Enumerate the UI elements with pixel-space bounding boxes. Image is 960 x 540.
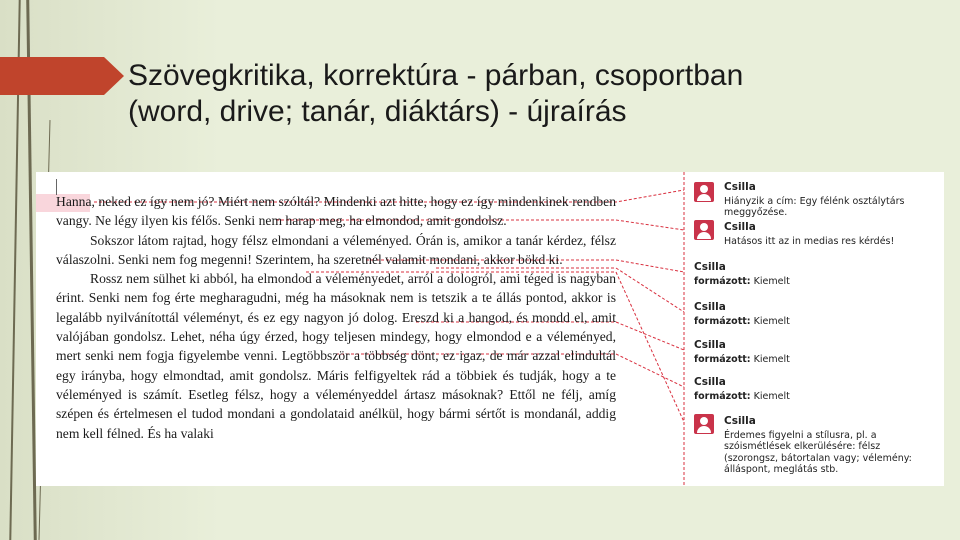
comment-author: Csilla (724, 221, 756, 233)
comment-5[interactable] (694, 340, 790, 365)
comment-2[interactable] (724, 222, 939, 247)
comment-1[interactable] (724, 182, 939, 219)
document-body[interactable] (56, 192, 616, 443)
paragraph-1: Hanna, neked ez így nem jó? Miért nem szóltál? Mindenki azt hitte, hogy ez így mindenkinek rendben vangy. Ne légy ilyen kis félős. Senki nem harap meg, ha elmondod, amit gondolsz. (56, 194, 616, 229)
comment-7[interactable] (724, 416, 936, 476)
comment-3[interactable] (694, 262, 790, 287)
comment-author: Csilla (694, 339, 726, 351)
format-label: formázott: (694, 275, 751, 287)
title-arrow-icon (0, 57, 124, 95)
comment-text: Érdemes figyelni a stílusra, pl. a szóismétlések elkerülésére: félsz (szorongsz, bátortalan vagy; vélemény: álláspont, meglátás stb. (724, 429, 912, 475)
title-line-2: (word, drive; tanár, diáktárs) - újraírás (128, 95, 627, 128)
paragraph-2: Sokszor látom rajtad, hogy félsz elmondani a véleményed. Órán is, amikor a tanár kérdez, félsz válaszolni. Senki nem fog megenni! Szerintem, ha szeretnél valamit mondani, akkor bökd ki. (56, 232, 616, 267)
comment-text: Hiányzik a cím: Egy félénk osztálytárs meggyőzése. (724, 195, 905, 218)
format-value: Kiemelt (753, 390, 790, 402)
comment-text: Hatásos itt az in medias res kérdés! (724, 235, 895, 247)
slide-title (128, 58, 948, 130)
comment-author: Csilla (694, 301, 726, 313)
paragraph-3: Rossz nem sülhet ki abból, ha elmondod a véleményedet, arról a dologról, ami téged is nagyban érint. Senki nem fog érte megharagudni, még ha másoknak nem is tetszik a te állás pontod, akkor is legalább nyilvánítottál véleményt, és ez egy nagyon jó dolog. Ereszd ki a hangod, és mondd el, amit valójában gondolsz. Lehet, néha úgy érzed, hogy teljesen mindegy, hogy elmondod e a véleményed, mert senki nem fogja figyelembe venni. Legtöbbször a többség dönt, ez igaz, de már azzal elindultál egy irányba, hogy elmondtad, amit gondolsz. Máris felfigyeltek rád a többiek és tudják, hogy a te véleményed is számít. Esetleg félsz, hogy a véleményeddel ártasz másoknak? Ettől ne félj, amíg szépen és értelmesen el tudod mondani a gondolataid anélkül, hogy bármi sértőt is mondanál, addig nem kell félned. És ha valaki (56, 271, 616, 441)
title-line-1: Szövegkritika, korrektúra - párban, csoportban (128, 59, 744, 92)
format-label: formázott: (694, 353, 751, 365)
format-value: Kiemelt (753, 275, 790, 287)
format-label: formázott: (694, 315, 751, 327)
comment-author: Csilla (724, 181, 756, 193)
comments-panel (684, 172, 944, 486)
format-value: Kiemelt (753, 315, 790, 327)
comment-6[interactable] (694, 377, 790, 402)
avatar-icon (694, 182, 714, 202)
comment-author: Csilla (694, 261, 726, 273)
avatar-icon (694, 220, 714, 240)
comment-author: Csilla (724, 415, 756, 427)
format-label: formázott: (694, 390, 751, 402)
avatar-icon (694, 414, 714, 434)
comment-author: Csilla (694, 376, 726, 388)
format-value: Kiemelt (753, 353, 790, 365)
comment-4[interactable] (694, 302, 790, 327)
document-screenshot (36, 172, 944, 486)
